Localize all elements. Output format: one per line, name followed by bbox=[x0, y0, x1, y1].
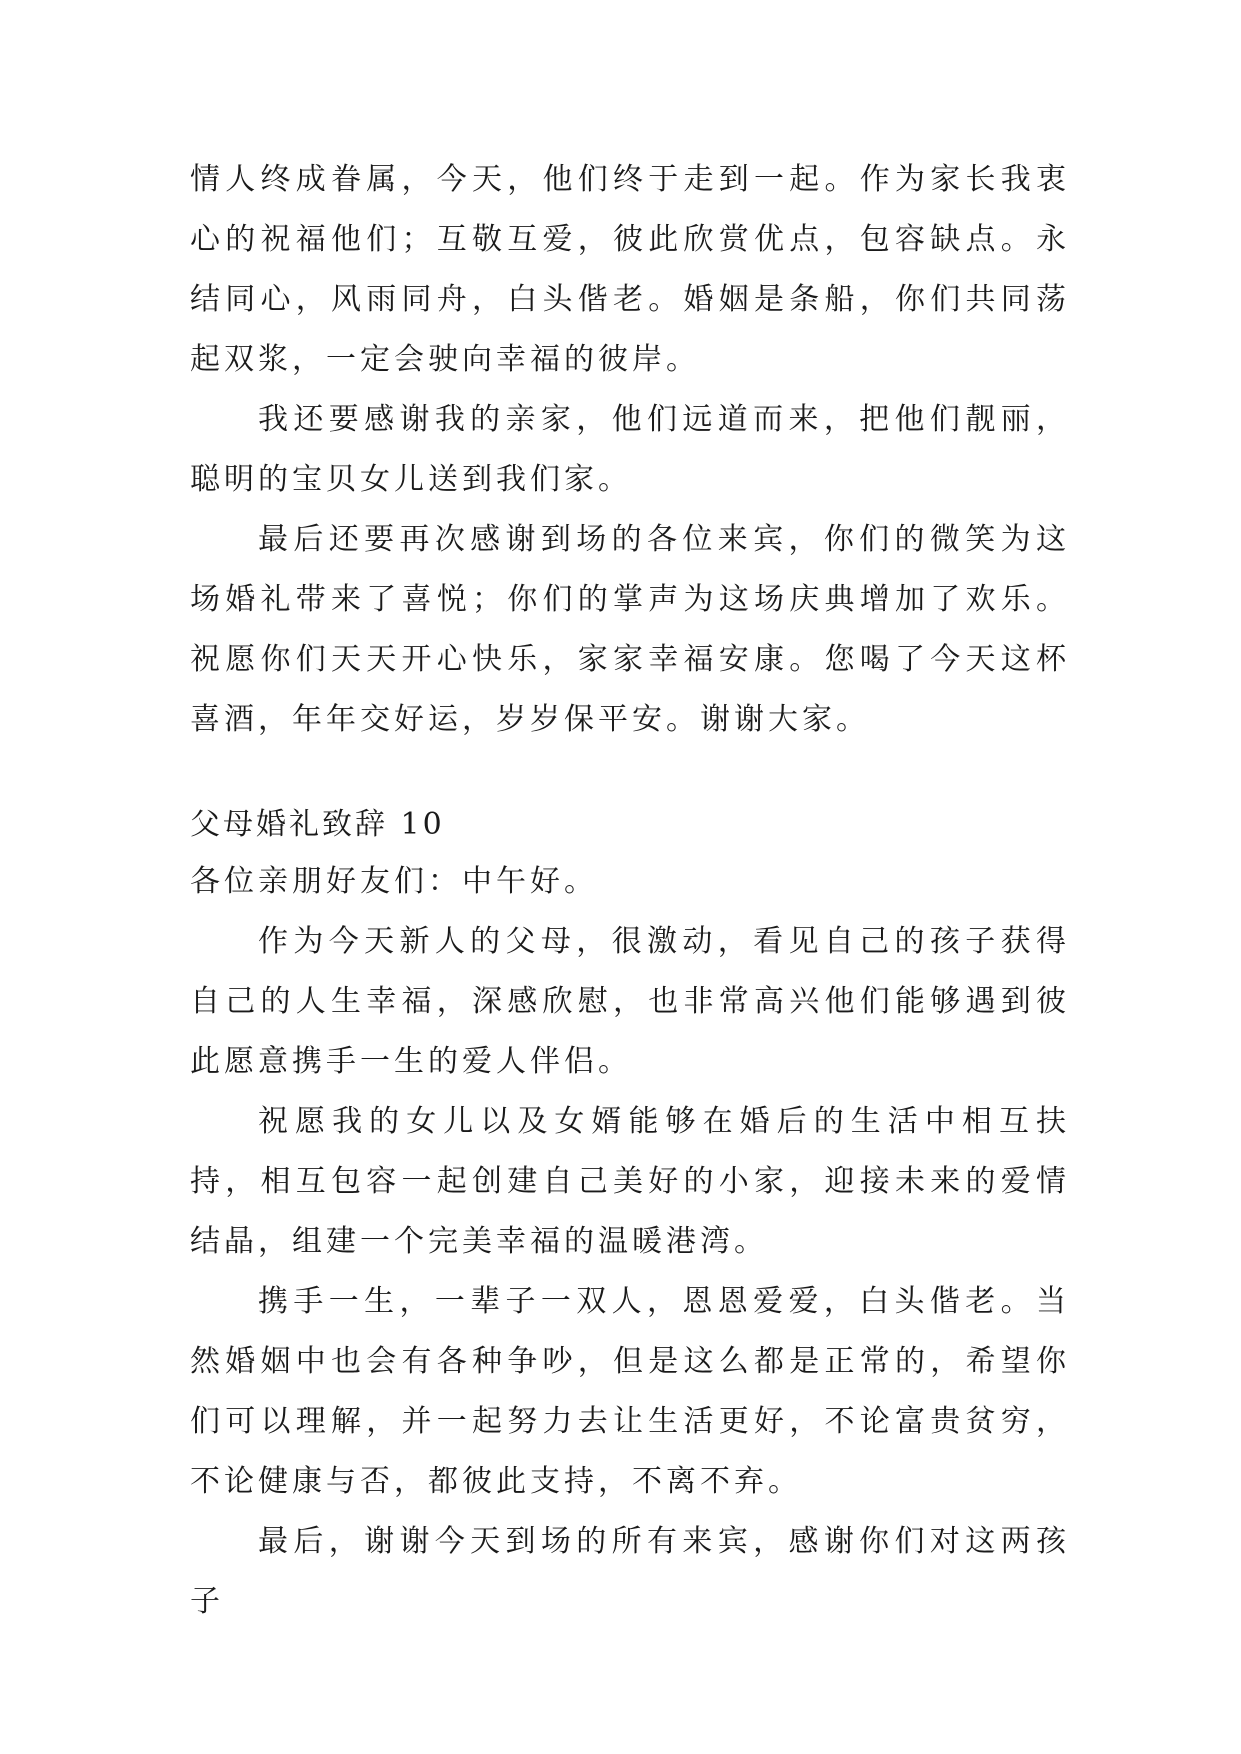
body-paragraph: 我还要感谢我的亲家，他们远道而来，把他们靓丽，聪明的宝贝女儿送到我们家。 bbox=[190, 402, 1070, 497]
body-paragraph: 情人终成眷属，今天，他们终于走到一起。作为家长我衷心的祝福他们；互敬互爱，彼此欣赏优点，包容缺点。永结同心，风雨同舟，白头偕老。婚姻是条船，你们共同荡起双浆，一定会驶向幸福的彼岸。 bbox=[190, 162, 1070, 377]
section-spacer bbox=[190, 750, 1070, 798]
body-paragraph: 最后，谢谢今天到场的所有来宾，感谢你们对这两孩子 bbox=[190, 1524, 1070, 1619]
body-paragraph: 祝愿我的女儿以及女婿能够在婚后的生活中相互扶持，相互包容一起创建自己美好的小家，迎接未来的爱情结晶，组建一个完美幸福的温暖港湾。 bbox=[190, 1104, 1070, 1259]
salutation: 各位亲朋好友们：中午好。 bbox=[190, 864, 598, 899]
body-paragraph: 作为今天新人的父母，很激动，看见自己的孩子获得自己的人生幸福，深感欣慰，也非常高兴他们能够遇到彼此愿意携手一生的爱人伴侣。 bbox=[190, 924, 1070, 1079]
body-paragraph: 携手一生，一辈子一双人，恩恩爱爱，白头偕老。当然婚姻中也会有各种争吵，但是这么都是正常的，希望你们可以理解，并一起努力去让生活更好，不论富贵贫穷，不论健康与否，都彼此支持，不离不弃。 bbox=[190, 1284, 1070, 1499]
section-title: 父母婚礼致辞 10 bbox=[190, 807, 445, 842]
document-page bbox=[190, 150, 1070, 1632]
body-paragraph: 最后还要再次感谢到场的各位来宾，你们的微笑为这场婚礼带来了喜悦；你们的掌声为这场庆典增加了欢乐。祝愿你们天天开心快乐，家家幸福安康。您喝了今天这杯喜酒，年年交好运，岁岁保平安。谢谢大家。 bbox=[190, 522, 1070, 737]
